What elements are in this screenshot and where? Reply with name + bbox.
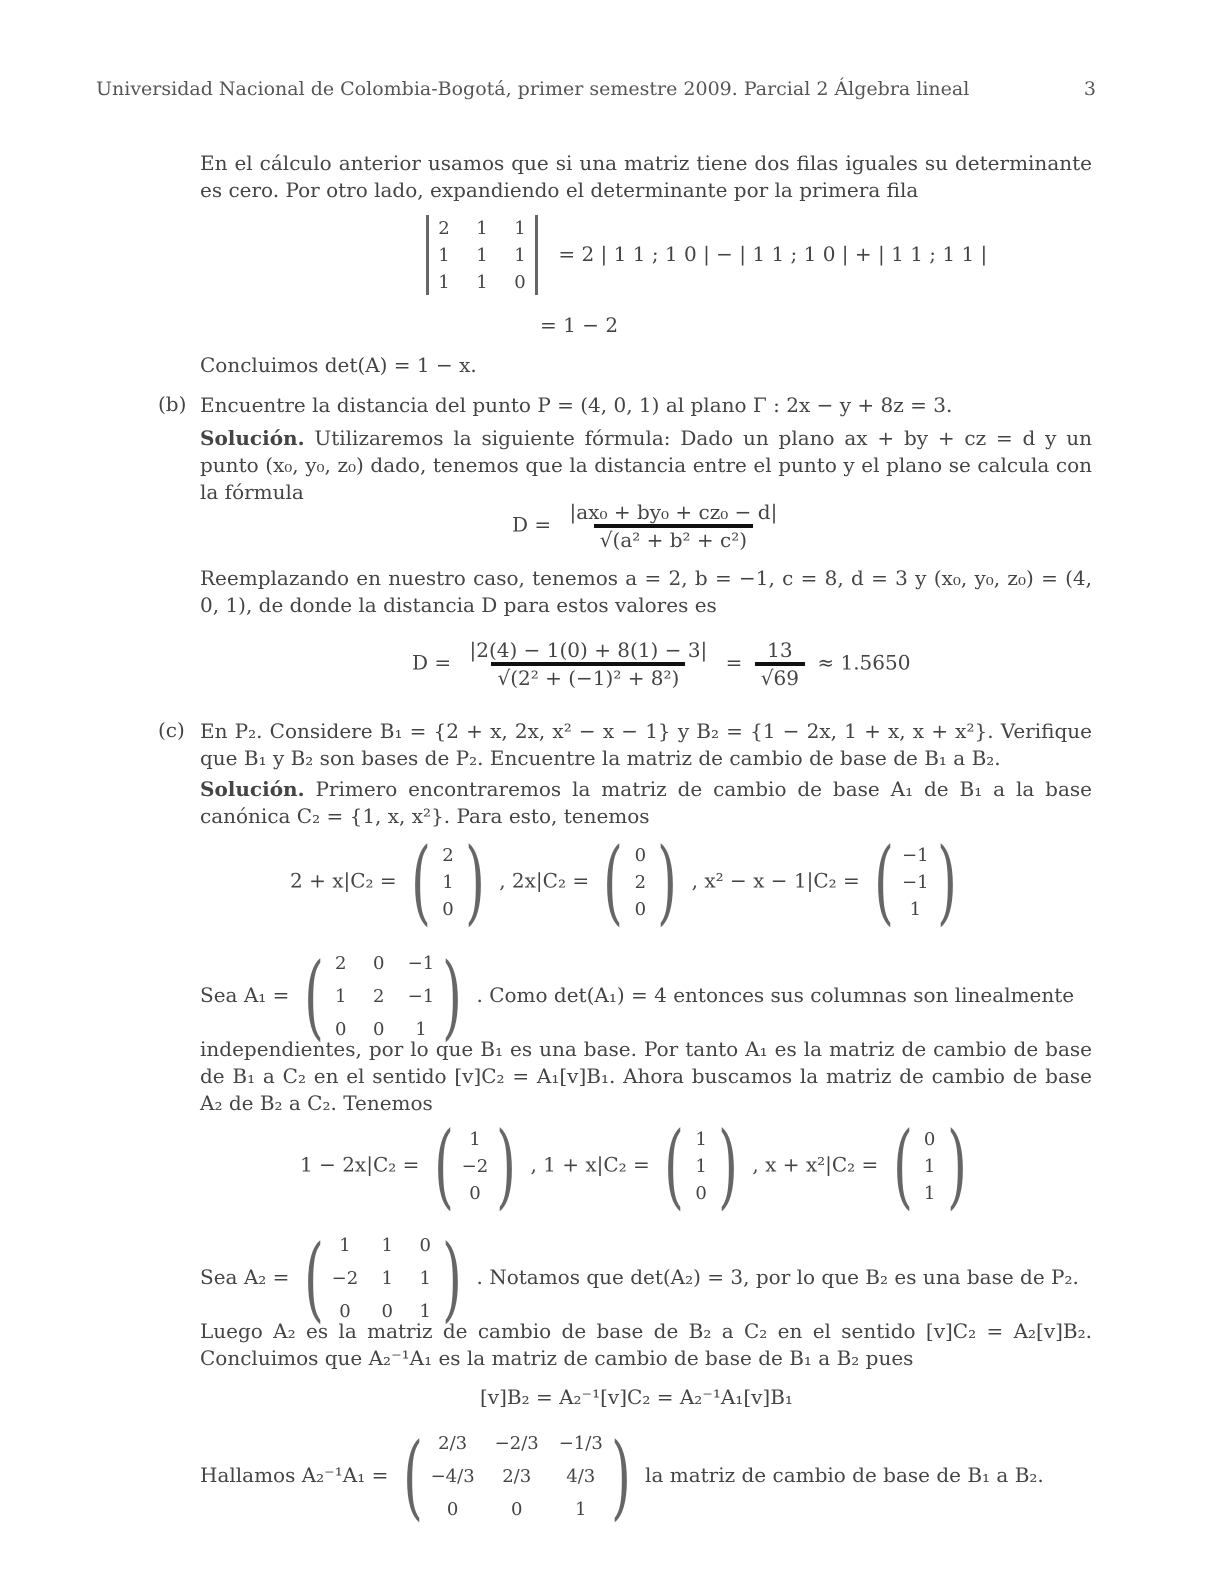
det-entry: 1: [438, 271, 450, 293]
vec-entry: 2: [442, 844, 454, 866]
vec-entry: 1: [442, 871, 454, 893]
vec1-3: ( −1 −1 1 ): [874, 828, 957, 935]
final-entry: −1/3: [558, 1433, 603, 1454]
A1-entry: 0: [372, 953, 385, 974]
A1-matrix: ( 2 0 −1 1 2 −1 0 0 1 ): [303, 942, 463, 1050]
final-entry: 1: [575, 1499, 587, 1520]
vec-entry: −2: [461, 1155, 489, 1177]
part-c-text3: Luego A₂ es la matriz de cambio de base de B₂ a C₂ en el sentido [v]C₂ = A₂[v]B₂. Concluimos que A₂⁻¹A₁ es la matriz de cambio de base de B₁ a B₂ pues: [200, 1319, 1092, 1370]
det-entry: 1: [514, 244, 526, 266]
calc-denominator-2: √69: [755, 662, 805, 690]
vec-entry: 1: [469, 1128, 481, 1150]
part-b-statement: Encuentre la distancia del punto P = (4, 0, 1) al plano Γ : 2x − y + 8z = 3.: [200, 393, 953, 417]
vec-entry: 0: [469, 1182, 481, 1204]
det-matrix: [420, 215, 544, 295]
vec-entry: 0: [695, 1182, 707, 1204]
vec2-label-2: , 1 + x|C₂ =: [530, 1152, 650, 1177]
vec-entry: 0: [442, 898, 454, 920]
det-entry: 1: [476, 271, 488, 293]
calc-lhs: D =: [412, 650, 452, 675]
A1-entry: 2: [372, 986, 385, 1007]
calc-approx: ≈ 1.5650: [817, 650, 911, 675]
calc-equals: =: [725, 650, 743, 675]
solution-text: Utilizaremos la siguiente fórmula: Dado un plano ax + by + cz = d y un punto (x₀, y₀, z₀) dado, tenemos que la distancia entre el punto y el plano se calcula con la fórmula: [200, 426, 1093, 504]
vec-entry: 0: [634, 844, 647, 866]
A1-line: [200, 942, 1092, 1050]
vec-entry: 1: [695, 1155, 707, 1177]
A1-entry: −1: [407, 953, 435, 974]
replacement-paragraph: Reemplazando en nuestro caso, tenemos a = 2, b = −1, c = 8, d = 3 y (x₀, y₀, z₀) = (4, 0, 1), de donde la distancia D para estos valores es: [200, 566, 1092, 617]
A2-entry: 0: [419, 1235, 431, 1256]
A1-suffix: . Como det(A₁) = 4 entonces sus columnas son linealmente: [476, 983, 1075, 1007]
page-number: 3: [1083, 78, 1096, 100]
final-line: [200, 1422, 1092, 1530]
vec-entry: 0: [923, 1128, 936, 1150]
det-entry: 2: [438, 217, 450, 239]
A2-entry: 1: [339, 1235, 351, 1256]
calc-fraction: [464, 638, 714, 690]
vec2-label-3: , x + x²|C₂ =: [752, 1152, 879, 1177]
header-text: Universidad Nacional de Colombia-Bogotá, primer semestre 2009. Parcial 2 Álgebra lineal: [96, 78, 970, 100]
A2-entry: 1: [419, 1301, 431, 1322]
final-entry: 0: [510, 1499, 523, 1520]
A2-entry: 0: [381, 1301, 393, 1322]
final-entry: −4/3: [430, 1466, 475, 1487]
vec2-label: 1 − 2x|C₂ =: [300, 1152, 420, 1177]
det-entry: 1: [438, 244, 450, 266]
vec2-2: ( 1 1 0 ): [664, 1112, 738, 1219]
vec-entry: 0: [634, 898, 647, 920]
det-result: = 1 − 2: [540, 313, 619, 337]
running-header: [96, 78, 1096, 100]
calc-fraction-2: [755, 638, 805, 690]
part-c-statement: En P₂. Considere B₁ = {2 + x, 2x, x² − x − 1} y B₂ = {1 − 2x, 1 + x, x + x²}. Verifique que B₁ y B₂ son bases de P₂. Encuentre la matriz de cambio de base de B₁ a B₂.: [200, 719, 1092, 770]
final-entry: 4/3: [566, 1466, 596, 1487]
solution-label-c: Solución.: [200, 777, 305, 801]
vec1-2: ( 0 2 0 ): [603, 828, 678, 935]
vec-entry: 1: [923, 1182, 936, 1204]
part-c-text2: independientes, por lo que B₁ es una base. Por tanto A₁ es la matriz de cambio de base de B₁ a C₂ en el sentido [v]C₂ = A₁[v]B₁. Ahora buscamos la matriz de cambio de base A₂ de B₂ a C₂. Tenemos: [200, 1037, 1092, 1115]
A1-entry: 1: [334, 986, 347, 1007]
det-conclusion: Concluimos det(A) = 1 − x.: [200, 353, 477, 377]
formula-fraction: [564, 500, 784, 552]
change-of-basis-chain: [v]B₂ = A₂⁻¹[v]C₂ = A₂⁻¹A₁[v]B₁: [480, 1385, 793, 1409]
vec1-label-2: , 2x|C₂ =: [499, 868, 590, 893]
det-expansion-rest: = 2 | 1 1 ; 1 0 | − | 1 1 ; 1 0 | + | 1 1 ; 1 1 |: [558, 241, 988, 266]
calc-numerator: |2(4) − 1(0) + 8(1) − 3|: [469, 638, 708, 662]
vec-entry: 2: [634, 871, 647, 893]
determinant-expansion: [420, 215, 987, 295]
item-label-b: (b): [158, 392, 187, 416]
solution-text-c: Primero encontraremos la matriz de cambio de base A₁ de B₁ a la base canónica C₂ = {1, x, x²}. Para esto, tenemos: [200, 777, 1092, 828]
vector-line-1: [290, 828, 964, 935]
final-entry: 2/3: [438, 1433, 468, 1454]
calc-numerator-2: 13: [767, 638, 793, 662]
A2-prefix: Sea A₂ =: [200, 1265, 290, 1289]
final-suffix: la matriz de cambio de base de B₁ a B₂.: [645, 1463, 1044, 1487]
A1-entry: 2: [334, 953, 347, 974]
part-c-solution: [200, 776, 1092, 830]
vec1-label: 2 + x|C₂ =: [290, 868, 397, 893]
vec1-1: ( 2 1 0 ): [411, 828, 485, 935]
formula-numerator: |ax₀ + by₀ + cz₀ − d|: [569, 500, 778, 524]
vec-entry: 1: [909, 898, 922, 920]
vec-entry: −1: [902, 871, 929, 893]
vec-entry: 1: [923, 1155, 936, 1177]
vec-entry: −1: [902, 844, 929, 866]
vec1-label-3: , x² − x − 1|C₂ =: [691, 868, 860, 893]
A1-entry: 0: [372, 1019, 385, 1040]
A2-matrix: ( 1 1 0 −2 1 1 0 0 1 ): [303, 1224, 463, 1332]
formula-denominator: √(a² + b² + c²): [594, 524, 753, 552]
A2-entry: 1: [381, 1235, 393, 1256]
vec2-1: ( 1 −2 0 ): [433, 1112, 517, 1219]
A2-suffix: . Notamos que det(A₂) = 3, por lo que B₂ es una base de P₂.: [476, 1265, 1079, 1289]
final-matrix: ( 2/3 −2/3 −1/3 −4/3 2/3 4/3 0 0 1 ): [402, 1422, 631, 1530]
intro-paragraph: En el cálculo anterior usamos que si una matriz tiene dos filas iguales su determinante es cero. Por otro lado, expandiendo el determinante por la primera fila: [200, 151, 1092, 202]
final-entry: 2/3: [502, 1466, 532, 1487]
A2-entry: 0: [339, 1301, 351, 1322]
vec2-3: ( 0 1 1 ): [892, 1112, 967, 1219]
distance-calculation: [412, 638, 910, 690]
A2-entry: 1: [419, 1268, 431, 1289]
det-entry: 0: [514, 271, 526, 293]
formula-lhs: D =: [512, 512, 552, 537]
A1-entry: −1: [407, 986, 435, 1007]
A2-entry: −2: [331, 1268, 359, 1289]
final-entry: 0: [446, 1499, 459, 1520]
item-label-c: (c): [158, 718, 185, 742]
det-entry: 1: [476, 244, 488, 266]
A1-entry: 0: [334, 1019, 347, 1040]
vec-entry: 1: [695, 1128, 707, 1150]
part-b-solution: [200, 425, 1092, 506]
A2-entry: 1: [381, 1268, 393, 1289]
distance-formula: [512, 500, 789, 552]
vector-line-2: [300, 1112, 974, 1219]
A1-entry: 1: [415, 1019, 427, 1040]
calc-denominator: √(2² + (−1)² + 8²): [491, 662, 685, 690]
det-entry: 1: [514, 217, 526, 239]
det-entry: 1: [476, 217, 488, 239]
solution-label: Solución.: [200, 426, 305, 450]
final-entry: −2/3: [494, 1433, 539, 1454]
final-prefix: Hallamos A₂⁻¹A₁ =: [200, 1463, 389, 1487]
A2-line: [200, 1224, 1092, 1332]
A1-prefix: Sea A₁ =: [200, 983, 290, 1007]
